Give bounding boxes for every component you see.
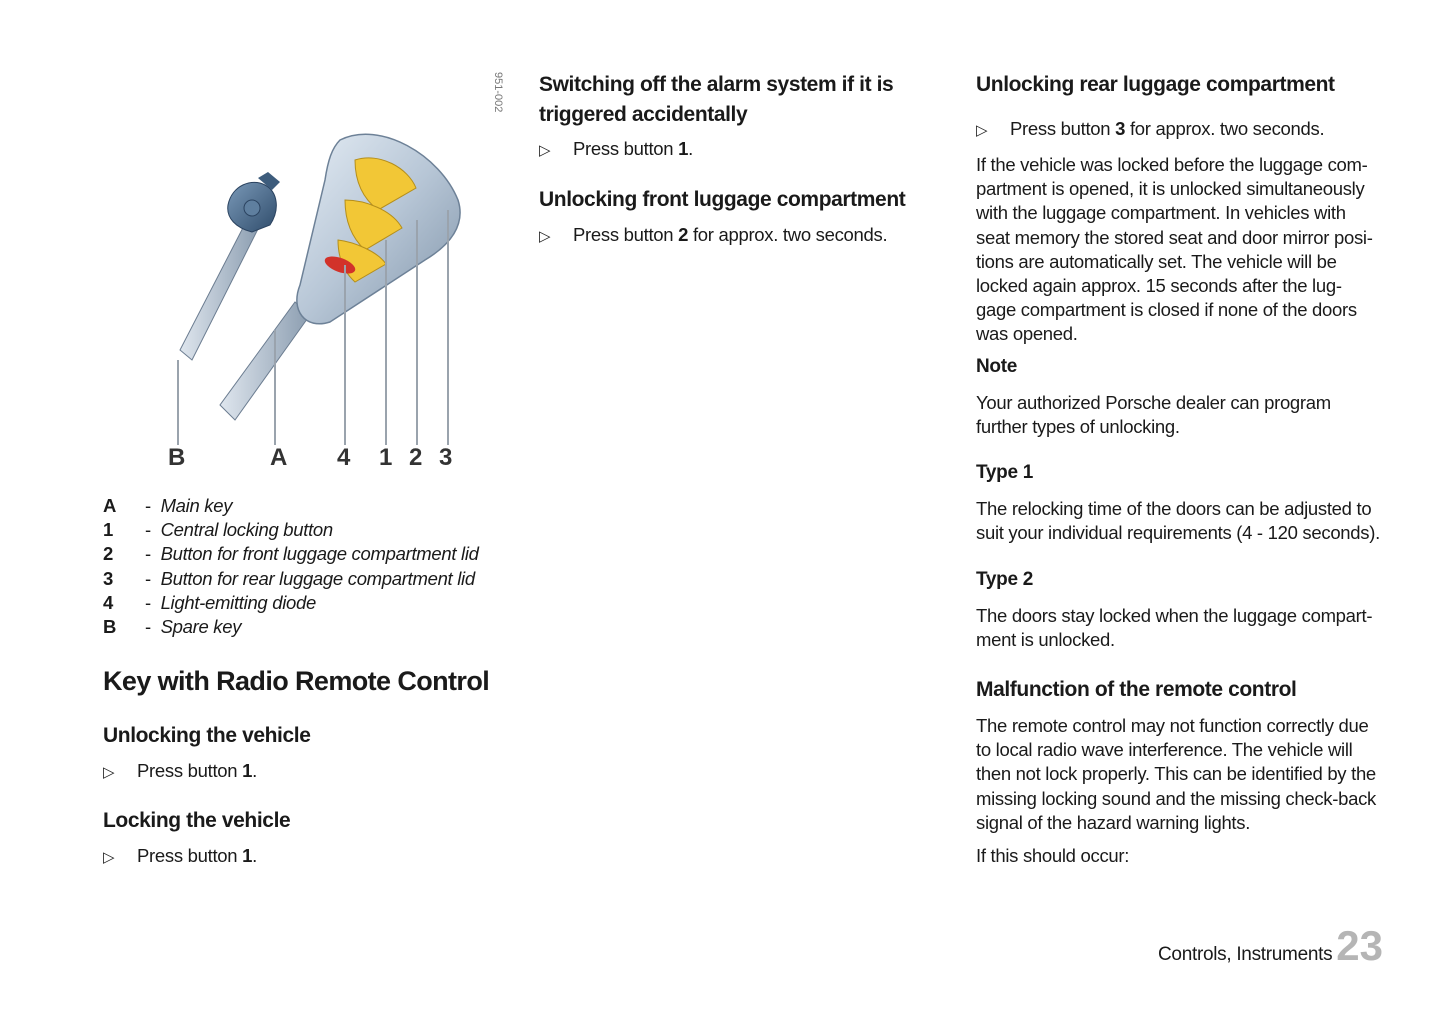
front-luggage-step: ▷ Press button 2 for approx. two seconds. <box>539 224 888 245</box>
figure-label-4: 4 <box>337 444 351 471</box>
main-key-drawing <box>220 134 460 420</box>
alarm-step: ▷ Press button 1. <box>539 138 693 159</box>
legend-row: 1 - Central locking button <box>103 519 333 541</box>
page-number: 23 <box>1336 922 1383 969</box>
type2-heading: Type 2 <box>976 569 1033 590</box>
bullet-triangle-icon: ▷ <box>103 849 115 866</box>
malfunction-paragraph: The remote control may not function correctly due to local radio wave interference. The vehicle will then not lock properly. This can be identified by the missing locking sound and the missing check-back signal of the hazard warning lights. <box>976 715 1376 833</box>
unlocking-vehicle-heading: Unlocking the vehicle <box>103 724 311 747</box>
legend-row: 4 - Light-emitting diode <box>103 591 317 613</box>
note-heading: Note <box>976 356 1018 377</box>
legend-row: A - Main key <box>103 495 233 516</box>
locking-vehicle-step: ▷ Press button 1. <box>103 845 257 866</box>
spare-key-drawing <box>180 172 280 360</box>
legend-row: 3 - Button for rear luggage compartment lid <box>103 567 475 589</box>
rear-luggage-paragraph: If the vehicle was locked before the luggage com- partment is opened, it is unlocked simultaneously with the luggage compartment. In vehicles with seat memory the stored seat and door mirror posi- tions are automatically set. The vehicle will be locked again approx. 15 seconds after the lug- gage compartment is closed if none of the doors was opened. <box>976 154 1373 345</box>
bullet-triangle-icon: ▷ <box>539 142 551 159</box>
type1-paragraph: The relocking time of the doors can be adjusted to suit your individual requirements (4 - 120 seconds). <box>976 498 1380 544</box>
page-footer <box>1158 922 1383 970</box>
malfunction-heading: Malfunction of the remote control <box>976 678 1297 701</box>
rear-luggage-heading: Unlocking rear luggage compartment <box>976 73 1335 96</box>
figure-code: 951-002 <box>492 72 504 113</box>
figure-label-2: 2 <box>409 444 423 471</box>
bullet-triangle-icon: ▷ <box>103 764 115 781</box>
occur-text: If this should occur: <box>976 845 1130 866</box>
type2-paragraph: The doors stay locked when the luggage compart- ment is unlocked. <box>976 605 1373 651</box>
figure-legend <box>103 494 479 639</box>
note-paragraph: Your authorized Porsche dealer can program further types of unlocking. <box>976 392 1331 438</box>
figure-label-a: A <box>270 444 288 471</box>
unlocking-vehicle-step: ▷ Press button 1. <box>103 760 257 781</box>
locking-vehicle-heading: Locking the vehicle <box>103 809 291 832</box>
section-title: Key with Radio Remote Control <box>103 666 490 696</box>
figure-label-3: 3 <box>439 444 453 471</box>
legend-row: B - Spare key <box>103 615 242 637</box>
figure-label-b: B <box>168 444 186 471</box>
front-luggage-heading: Unlocking front luggage compartment <box>539 188 906 211</box>
bullet-triangle-icon: ▷ <box>976 122 988 139</box>
rear-luggage-step: ▷ Press button 3 for approx. two seconds. <box>976 118 1325 139</box>
footer-section-title: Controls, Instruments <box>1158 944 1333 965</box>
type1-heading: Type 1 <box>976 462 1033 483</box>
alarm-heading: Switching off the alarm system if it is triggered accidentally <box>539 73 894 126</box>
key-illustration <box>140 60 510 480</box>
legend-row: 2 - Button for front luggage compartment lid <box>103 543 479 565</box>
figure-label-1: 1 <box>379 444 393 471</box>
bullet-triangle-icon: ▷ <box>539 228 551 245</box>
